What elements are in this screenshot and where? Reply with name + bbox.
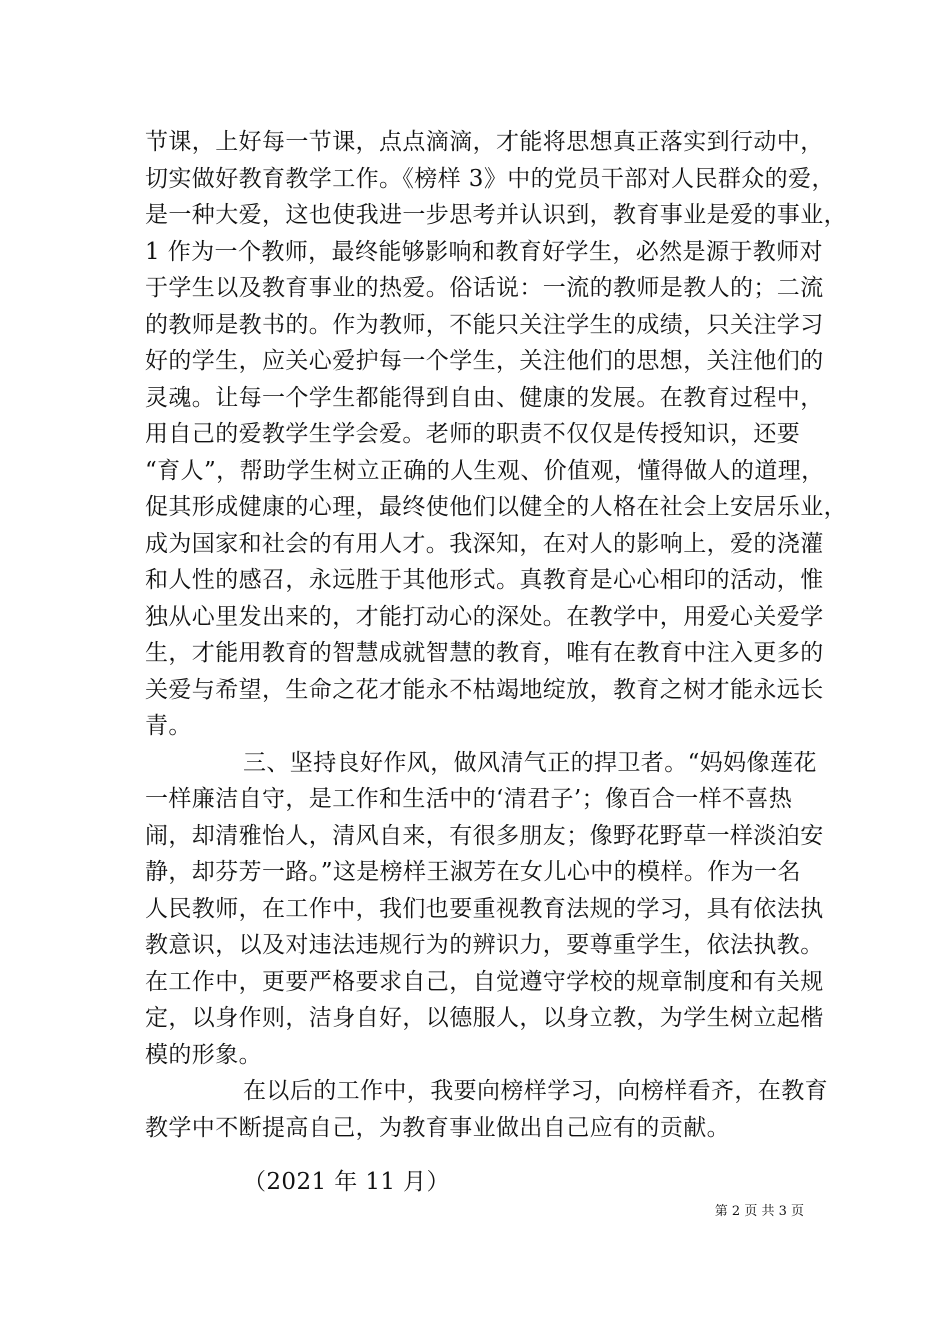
paragraph-line: 一样廉洁自守，是工作和生活中的‘清君子’；像百合一样不喜热 [145,786,793,812]
paragraph-line: 人民教师，在工作中，我们也要重视教育法规的学习，具有依法执 [145,896,824,922]
paragraph-line: 定，以身作则，洁身自好，以德服人，以身立教，为学生树立起楷 [145,1005,824,1031]
paragraph-line: 教意识，以及对违法违规行为的辨识力，要尊重学生，依法执教。 [145,932,824,958]
page-footer: 第 2 页 共 3 页 [714,1204,804,1219]
paragraph-line: 教学中不断提高自己，为教育事业做出自己应有的贡献。 [145,1115,730,1141]
paragraph-line: 青。 [145,713,192,739]
paragraph-line: 用自己的爱教学生学会爱。老师的职责不仅仅是传授知识，还要 [145,421,801,447]
document-date: （2021 年 11 月） [243,1169,450,1195]
paragraph-line: 关爱与希望，生命之花才能永不枯竭地绽放，教育之树才能永远长 [145,677,824,703]
paragraph-line: 和人性的感召，永远胜于其他形式。真教育是心心相印的活动，惟 [145,567,824,593]
paragraph-line: 于学生以及教育事业的热爱。俗话说：一流的教师是教人的；二流 [145,275,824,301]
paragraph-line: 灵魂。让每一个学生都能得到自由、健康的发展。在教育过程中， [145,385,824,411]
paragraph-line: 1 作为一个教师，最终能够影响和教育好学生，必然是源于教师对 [145,239,823,265]
paragraph-line: 三、坚持良好作风，做风清气正的捍卫者。“妈妈像莲花 [243,750,817,776]
paragraph-line: 生，才能用教育的智慧成就智慧的教育，唯有在教育中注入更多的 [145,640,824,666]
paragraph-line: 静，却芬芳一路。”这是榜样王淑芳在女儿心中的模样。作为一名 [145,859,801,885]
paragraph-line: 好的学生，应关心爱护每一个学生，关注他们的思想，关注他们的 [145,348,824,374]
paragraph-line: 是一种大爱，这也使我进一步思考并认识到，教育事业是爱的事业， [145,202,847,228]
paragraph-line: 闹，却清雅怡人，清风自来，有很多朋友；像野花野草一样淡泊安 [145,823,824,849]
paragraph-line: 独从心里发出来的，才能打动心的深处。在教学中，用爱心关爱学 [145,604,824,630]
paragraph-line: 促其形成健康的心理，最终使他们以健全的人格在社会上安居乐业， [145,494,847,520]
paragraph-line: 在以后的工作中，我要向榜样学习，向榜样看齐，在教育 [243,1078,828,1104]
paragraph-line: 在工作中，更要严格要求自己，自觉遵守学校的规章制度和有关规 [145,969,824,995]
paragraph-line: “育人”，帮助学生树立正确的人生观、价值观，懂得做人的道理， [145,458,825,484]
paragraph-line: 模的形象。 [145,1042,262,1068]
paragraph-line: 成为国家和社会的有用人才。我深知，在对人的影响上，爱的浇灌 [145,531,824,557]
paragraph-line: 的教师是教书的。作为教师，不能只关注学生的成绩，只关注学习 [145,312,824,338]
paragraph-line: 节课，上好每一节课，点点滴滴，才能将思想真正落实到行动中， [145,129,824,155]
paragraph-line: 切实做好教育教学工作。《榜样 3》中的党员干部对人民群众的爱， [145,166,835,192]
